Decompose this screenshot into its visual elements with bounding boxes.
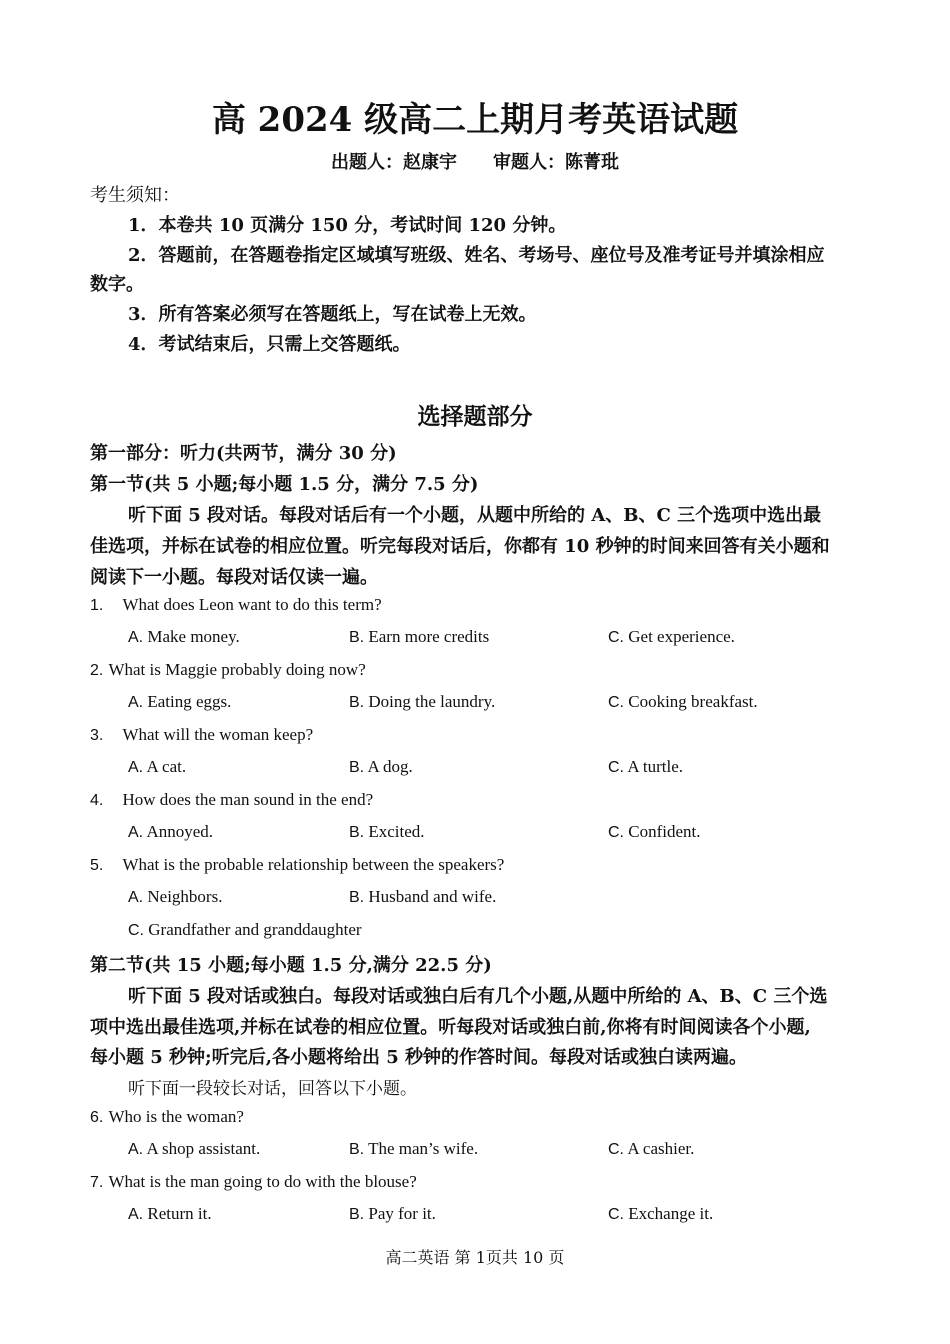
- sub2-instruction-1: 听下面 5 段对话或独白。每段对话或独白后有几个小题,从题中所给的 A、B、C 三个选: [128, 986, 828, 1007]
- question-text: What does Leon want to do this term?: [122, 595, 382, 614]
- option-c: C. A cashier.: [608, 1139, 695, 1158]
- question-6: [90, 1107, 244, 1127]
- question-text: What is Maggie probably doing now?: [108, 660, 366, 679]
- question-number: 1.: [90, 597, 104, 614]
- question-1: [90, 595, 382, 615]
- question-number: 4.: [90, 792, 104, 809]
- notice-item-2: 2．答题前，在答题卷指定区域填写班级、姓名、考场号、座位号及准考证号并填涂相应: [128, 245, 825, 266]
- sub2-note: 听下面一段较长对话，回答以下小题。: [128, 1079, 417, 1099]
- question-7: [90, 1172, 417, 1192]
- question-2: [90, 660, 366, 680]
- notice-heading: 考生须知：: [90, 185, 180, 206]
- question-number: 5.: [90, 857, 104, 874]
- option-b: B. Earn more credits: [349, 627, 490, 646]
- sub2-heading: 第二节(共 15 小题;每小题 1.5 分,满分 22.5 分): [90, 955, 492, 976]
- question-number: 7.: [90, 1174, 104, 1191]
- option-c: C. A turtle.: [608, 757, 684, 776]
- question-5: [90, 855, 504, 875]
- option-a: A. Return it.: [128, 1204, 212, 1223]
- option-a: A. Neighbors.: [128, 887, 223, 906]
- option-c: C. Exchange it.: [608, 1204, 714, 1223]
- question-number: 6.: [90, 1109, 104, 1126]
- option-b: B. Pay for it.: [349, 1204, 436, 1223]
- question-3: [90, 725, 313, 745]
- option-c: C. Grandfather and granddaughter: [128, 920, 362, 939]
- question-number: 2.: [90, 662, 104, 679]
- part1-heading: 第一部分：听力(共两节，满分 30 分): [90, 443, 397, 464]
- sub1-instruction-2: 佳选项，并标在试卷的相应位置。听完每段对话后，你都有 10 秒钟的时间来回答有关小题和: [90, 536, 830, 557]
- sub1-instruction-1: 听下面 5 段对话。每段对话后有一个小题，从题中所给的 A、B、C 三个选项中选出最: [128, 505, 822, 526]
- option-c: C. Get experience.: [608, 627, 735, 646]
- sub1-instruction-3: 阅读下一小题。每段对话仅读一遍。: [90, 567, 378, 588]
- option-b: B. Excited.: [349, 822, 425, 841]
- question-number: 3.: [90, 727, 104, 744]
- option-a: A. Make money.: [128, 627, 240, 646]
- question-text: What is the probable relationship between the speakers?: [122, 855, 505, 874]
- option-c: C. Confident.: [608, 822, 701, 841]
- question-text: How does the man sound in the end?: [122, 790, 374, 809]
- option-c: C. Cooking breakfast.: [608, 692, 758, 711]
- authors-line: 出题人：赵康宇 审题人：陈菁玭: [331, 152, 619, 173]
- notice-item-1: 1．本卷共 10 页满分 150 分，考试时间 120 分钟。: [128, 215, 567, 236]
- sub2-instruction-2: 项中选出最佳选项,并标在试卷的相应位置。听每段对话或独白前,你将有时间阅读各个小题,: [90, 1017, 811, 1038]
- notice-item-2-cont: 数字。: [90, 274, 144, 295]
- option-b: B. A dog.: [349, 757, 413, 776]
- option-a: A. A shop assistant.: [128, 1139, 261, 1158]
- question-text: What is the man going to do with the blouse?: [108, 1172, 417, 1191]
- option-a: A. Annoyed.: [128, 822, 214, 841]
- question-text: What will the woman keep?: [122, 725, 314, 744]
- option-b: B. Husband and wife.: [349, 887, 497, 906]
- option-b: B. Doing the laundry.: [349, 692, 496, 711]
- notice-item-4: 4．考试结束后，只需上交答题纸。: [128, 334, 411, 355]
- option-a: A. Eating eggs.: [128, 692, 232, 711]
- sub2-instruction-3: 每小题 5 秒钟;听完后,各小题将给出 5 秒钟的作答时间。每段对话或独白读两遍。: [90, 1047, 748, 1068]
- notice-item-3: 3．所有答案必须写在答题纸上，写在试卷上无效。: [128, 304, 537, 325]
- question-4: [90, 790, 373, 810]
- page-footer: 高二英语 第 1页共 10 页: [385, 1248, 565, 1267]
- question-text: Who is the woman?: [108, 1107, 244, 1126]
- section-title: 选择题部分: [417, 403, 533, 430]
- option-b: B. The man’s wife.: [349, 1139, 479, 1158]
- sub1-heading: 第一节(共 5 小题;每小题 1.5 分，满分 7.5 分): [90, 474, 479, 495]
- page-title: 高 2024 级高二上期月考英语试题: [211, 100, 739, 140]
- option-a: A. A cat.: [128, 757, 187, 776]
